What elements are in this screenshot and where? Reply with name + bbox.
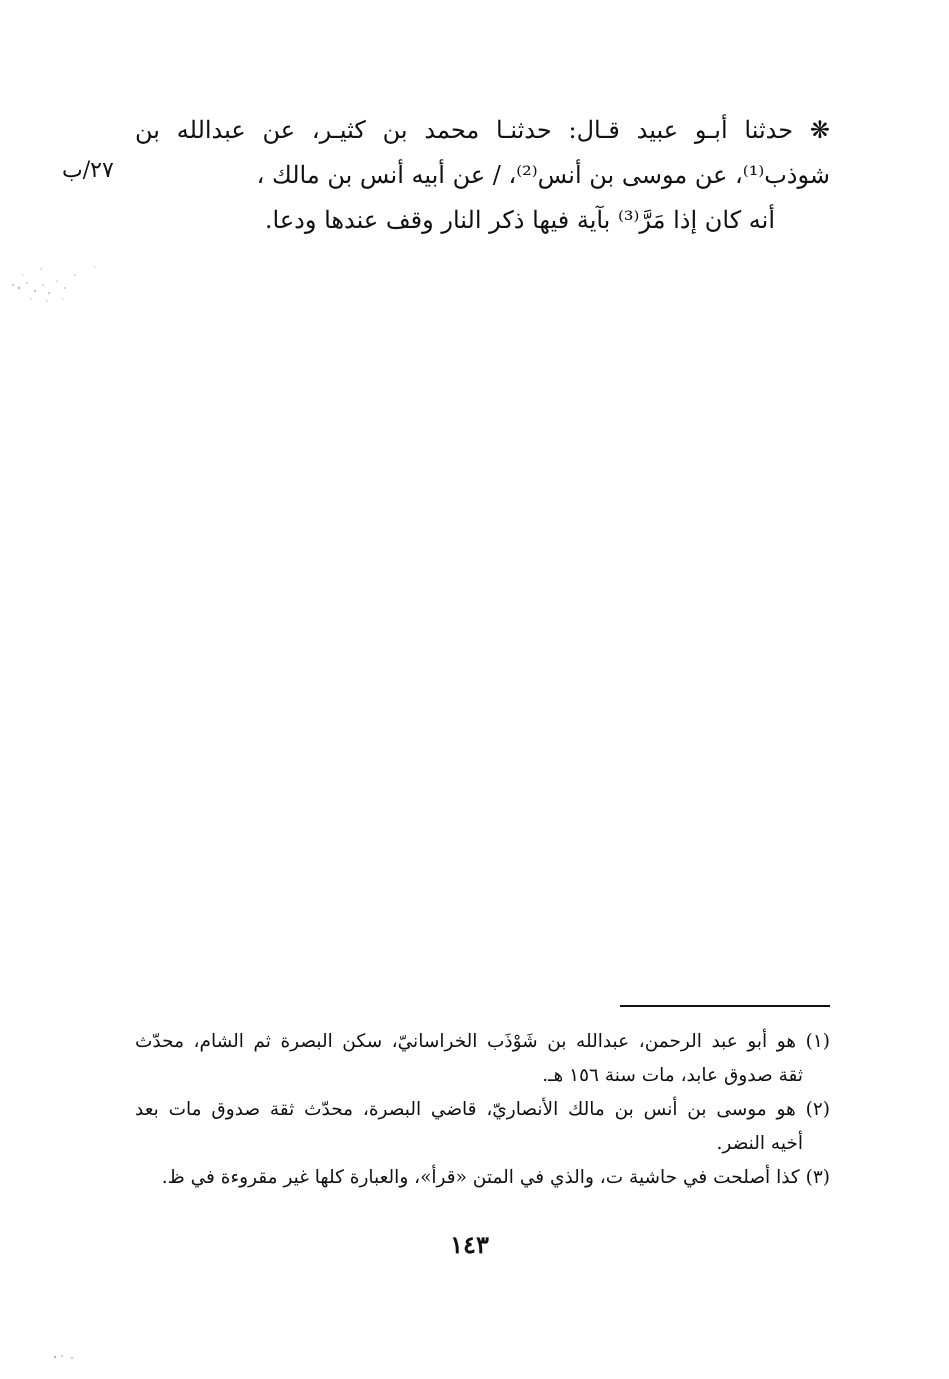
- footnote-3: [135, 1161, 830, 1195]
- footnote-2-line-2: أخيه النضر.: [716, 1133, 803, 1154]
- main-text-line-1: ❋ حدثنا أبـو عبيد قـال: حدثنـا محمد بن كثيـر، عن عبدالله بن: [135, 116, 830, 144]
- footnote-1-line-1: (١) هو أبو عبد الرحمن، عبدالله بن شَوْذَب الخراسانيّ، سكن البصرة ثم الشام، محدّث: [135, 1031, 830, 1052]
- main-text-line-2: شوذب⁽¹⁾، عن موسى بن أنس⁽²⁾، / عن أبيه أنس بن مالك ،: [256, 161, 830, 189]
- footnote-1-line-2: ثقة صدوق عابد، مات سنة ١٥٦ هـ.: [542, 1065, 803, 1086]
- footnote-3-line-1: (٣) كذا أصلحت في حاشية ت، والذي في المتن «قرأ»، والعبارة كلها غير مقروءة في ظ.: [161, 1167, 830, 1188]
- scan-speck: [50, 1352, 80, 1362]
- footnote-2-line-1: (٢) هو موسى بن أنس بن مالك الأنصاريّ، قاضي البصرة، محدّث ثقة صدوق مات بعد: [135, 1099, 830, 1120]
- footnote-separator: [620, 1005, 830, 1007]
- footnotes: [135, 1025, 830, 1195]
- manuscript-folio-marker: ٢٧/ب: [62, 158, 114, 183]
- main-text-line-3: أنه كان إذا مَرَّ⁽³⁾ بآية فيها ذكر النار وقف عندها ودعا.: [264, 206, 775, 234]
- footnote-1: [135, 1025, 830, 1093]
- footnote-2: [135, 1093, 830, 1161]
- scan-smudge: [5, 255, 115, 315]
- page-number: ١٤٣: [450, 1230, 489, 1259]
- main-text: [135, 108, 830, 243]
